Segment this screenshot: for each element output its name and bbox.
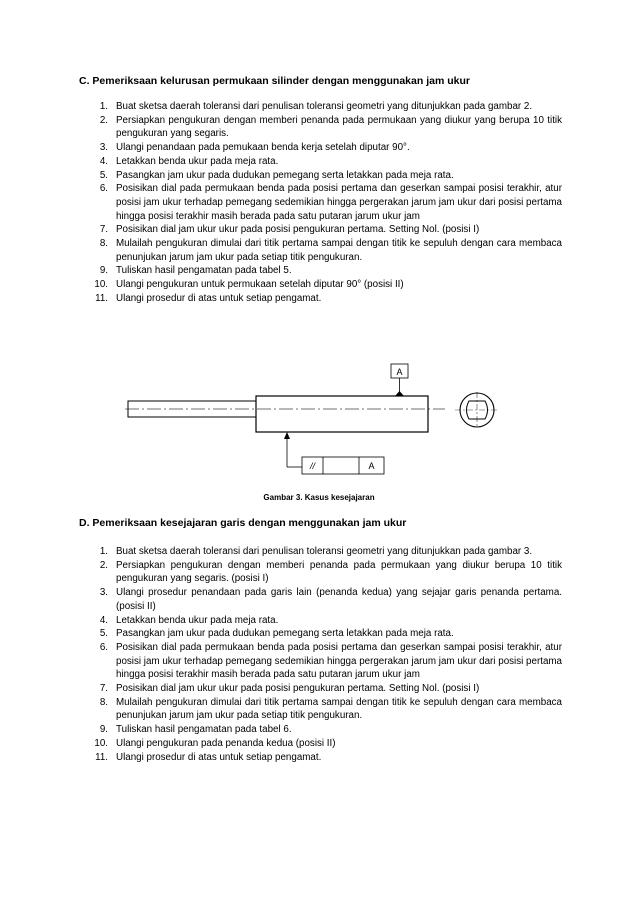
step-text: Letakkan benda ukur pada meja rata. <box>116 614 279 626</box>
step-text: Persiapkan pengukuran dengan memberi penanda pada permukaan yang diukur berupa 10 titik pengukuran yang segaris. (posisi I) <box>116 559 562 585</box>
step-number: 3. <box>99 142 108 154</box>
list-item <box>82 182 562 223</box>
list-item <box>82 559 562 586</box>
list-item <box>82 169 562 183</box>
list-item <box>82 586 562 613</box>
step-text: Mulailah pengukuran dimulai dari titik pertama sampai dengan titik ke sepuluh dengan cara membaca penunjukan jarum jam ukur pada setiap titik pengukuran. <box>116 238 562 263</box>
datum-label: A <box>396 367 403 377</box>
step-text: Pasangkan jam ukur pada dudukan pemegang serta letakkan pada meja rata. <box>116 169 454 181</box>
section-d-heading: D. Pemeriksaan kesejajaran garis dengan menggunakan jam ukur <box>79 517 407 529</box>
step-text: Ulangi prosedur di atas untuk setiap pengamat. <box>116 751 322 763</box>
list-item <box>82 264 562 278</box>
step-text: Tuliskan hasil pengamatan pada tabel 5. <box>116 265 292 277</box>
step-number: 6. <box>99 183 108 195</box>
step-number: 9. <box>99 724 108 736</box>
step-text: Ulangi penandaan pada pemukaan benda kerja setelah diputar 90°. <box>116 142 410 154</box>
step-text: Ulangi pengukuran pada penanda kedua (posisi II) <box>116 737 336 749</box>
step-text: Ulangi prosedur penandaan pada garis lain (penanda kedua) yang sejajar garis penanda pertama. (posisi II) <box>116 587 562 612</box>
step-text: Letakkan benda ukur pada meja rata. <box>116 155 279 167</box>
step-text: Ulangi pengukuran untuk permukaan setelah diputar 90° (posisi II) <box>116 279 404 291</box>
step-number: 3. <box>99 587 108 599</box>
step-number: 1. <box>99 546 108 557</box>
step-number: 2. <box>99 559 108 571</box>
step-number: 8. <box>99 238 108 250</box>
step-number: 7. <box>99 683 108 695</box>
step-number: 5. <box>99 628 108 640</box>
step-text: Persiapkan pengukuran dengan memberi penanda pada permukaan yang diukur yang berupa 10 titik pengukuran yang segaris. <box>116 114 562 140</box>
list-item <box>82 223 562 237</box>
list-item <box>82 682 562 696</box>
step-text: Tuliskan hasil pengamatan pada tabel 6. <box>116 724 292 736</box>
step-text: Pasangkan jam ukur pada dudukan pemegang serta letakkan pada meja rata. <box>116 628 454 640</box>
list-item <box>82 141 562 155</box>
section-c-steps <box>82 100 562 306</box>
parallelism-drawing <box>115 355 515 480</box>
list-item <box>82 627 562 641</box>
step-number: 8. <box>99 696 108 708</box>
step-number: 9. <box>99 265 108 277</box>
step-number: 4. <box>99 155 108 167</box>
step-number: 5. <box>99 169 108 181</box>
step-number: 4. <box>99 614 108 626</box>
list-item <box>82 641 562 682</box>
list-item <box>82 237 562 264</box>
step-number: 7. <box>99 224 108 236</box>
list-item <box>82 155 562 169</box>
list-item <box>82 614 562 628</box>
list-item <box>82 723 562 737</box>
list-item <box>82 278 562 292</box>
list-item <box>82 292 562 306</box>
step-text: Posisikan dial jam ukur ukur pada posisi pengukuran pertama. Setting Nol. (posisi I) <box>116 224 480 236</box>
leader-arrow <box>284 432 290 439</box>
step-text: Buat sketsa daerah toleransi dari penulisan toleransi geometri yang ditunjukkan pada gambar 3. <box>116 546 533 557</box>
list-item <box>82 100 562 114</box>
list-item <box>82 696 562 723</box>
step-number: 10. <box>94 737 108 749</box>
datum-triangle <box>395 391 404 396</box>
list-item <box>82 751 562 765</box>
step-number: 10. <box>94 279 108 291</box>
step-text: Posisikan dial jam ukur ukur pada posisi pengukuran pertama. Setting Nol. (posisi I) <box>116 683 480 695</box>
list-item <box>82 545 562 559</box>
section-d-steps <box>82 545 562 764</box>
step-text: Posisikan dial pada permukaan benda pada posisi pertama dan geserkan sampai posisi terakhir, atur posisi jam ukur terhadap pemegang sedemikian hingga pergerakan jarum jam ukur dari posisi pertama hingga posisi terakhir masih berada pada satu putaran jarum ukur jam <box>116 641 562 681</box>
section-c-heading: C. Pemeriksaan kelurusan permukaan silinder dengan menggunakan jam ukur <box>79 75 470 87</box>
frame-datum-label: A <box>368 461 375 471</box>
step-text: Posisikan dial pada permukaan benda pada posisi pertama dan geserkan sampai posisi terakhir, atur posisi jam ukur terhadap pemegang sedemikian hingga pergerakan jarum jam ukur dari posisi pertama hingga posisi terakhir masih berada pada satu putaran jarum ukur jam <box>116 183 562 222</box>
list-item <box>82 114 562 141</box>
figure-caption: Gambar 3. Kasus kesejajaran <box>263 493 375 502</box>
step-number: 11. <box>95 751 108 763</box>
parallelism-symbol: // <box>309 461 316 471</box>
step-number: 1. <box>99 101 108 112</box>
step-text: Buat sketsa daerah toleransi dari penulisan toleransi geometri yang ditunjukkan pada gambar 2. <box>116 101 533 112</box>
step-text: Ulangi prosedur di atas untuk setiap pengamat. <box>116 292 322 304</box>
list-item <box>82 737 562 751</box>
step-text: Mulailah pengukuran dimulai dari titik pertama sampai dengan titik ke sepuluh dengan cara membaca penunjukan jarum jam ukur pada setiap titik pengukuran. <box>116 696 562 722</box>
shaft-large-section <box>256 396 428 432</box>
step-number: 6. <box>99 641 108 653</box>
step-number: 11. <box>95 292 108 304</box>
step-number: 2. <box>99 114 108 126</box>
